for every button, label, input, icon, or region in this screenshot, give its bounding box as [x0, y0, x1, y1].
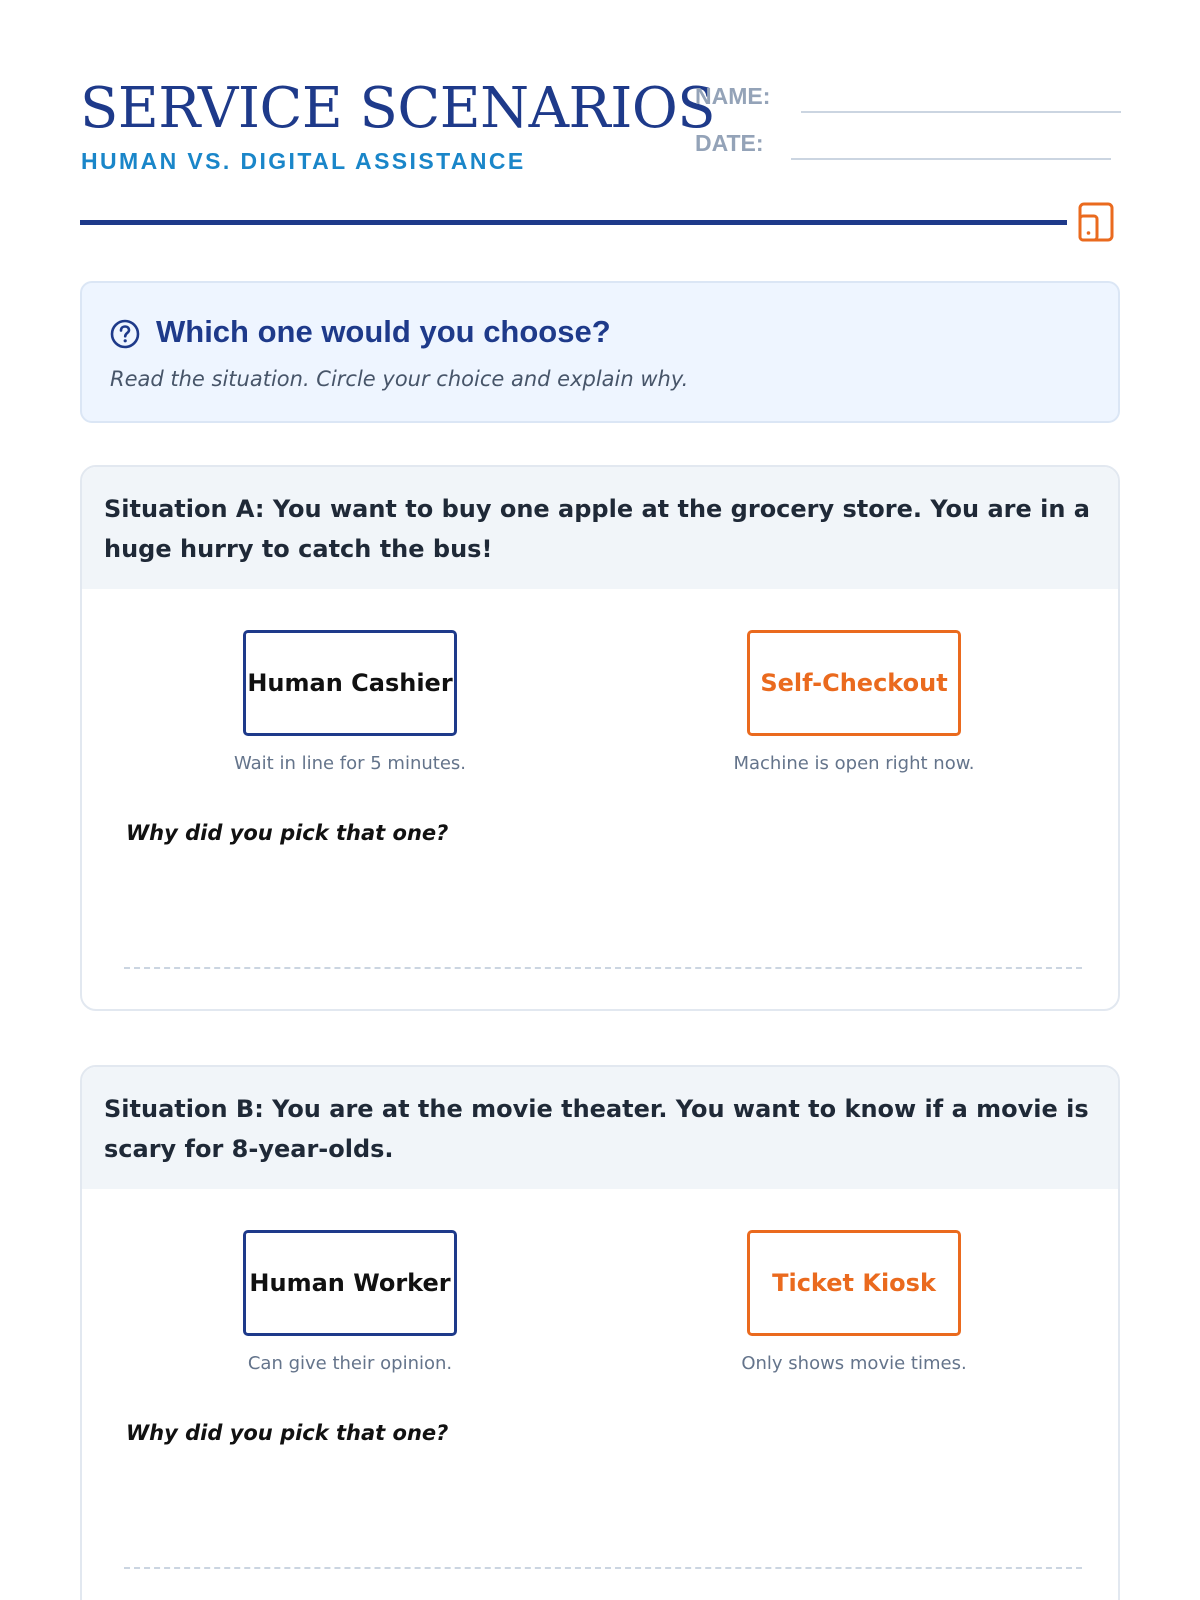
situation-card-a	[80, 465, 1120, 1011]
digital-option-button[interactable]: Self-Checkout	[747, 630, 961, 736]
human-option-button[interactable]: Human Cashier	[243, 630, 457, 736]
human-option-button[interactable]: Human Worker	[243, 1230, 457, 1336]
date-field[interactable]	[791, 158, 1111, 160]
situation-prompt: Situation B: You are at the movie theater. You want to know if a movie is scary for 8-year-olds.	[82, 1067, 1118, 1189]
why-question: Why did you pick that one?	[126, 821, 449, 845]
why-question: Why did you pick that one?	[126, 1421, 449, 1445]
digital-option-button[interactable]: Ticket Kiosk	[747, 1230, 961, 1336]
question-circle-icon	[110, 319, 140, 349]
human-option-caption: Wait in line for 5 minutes.	[233, 753, 467, 774]
situation-prompt: Situation A: You want to buy one apple at the grocery store. You are in a huge hurry to catch the bus!	[82, 467, 1118, 589]
instructions-box	[80, 281, 1120, 423]
digital-option-caption: Only shows movie times.	[741, 1353, 967, 1374]
date-label: DATE:	[695, 130, 764, 156]
human-option-caption: Can give their opinion.	[247, 1353, 453, 1374]
situation-card-b	[80, 1065, 1120, 1600]
name-label: NAME:	[695, 83, 771, 109]
tablet-device-icon	[1078, 202, 1114, 242]
answer-line[interactable]	[124, 1567, 1082, 1569]
instructions-text: Read the situation. Circle your choice and explain why.	[110, 367, 689, 391]
name-field[interactable]	[801, 111, 1121, 113]
digital-option-caption: Machine is open right now.	[733, 753, 975, 774]
header-divider	[80, 220, 1067, 225]
page-title: SERVICE SCENARIOS	[80, 76, 716, 141]
instructions-title: Which one would you choose?	[156, 314, 611, 349]
answer-line[interactable]	[124, 967, 1082, 969]
page-subtitle: HUMAN VS. DIGITAL ASSISTANCE	[81, 148, 526, 174]
